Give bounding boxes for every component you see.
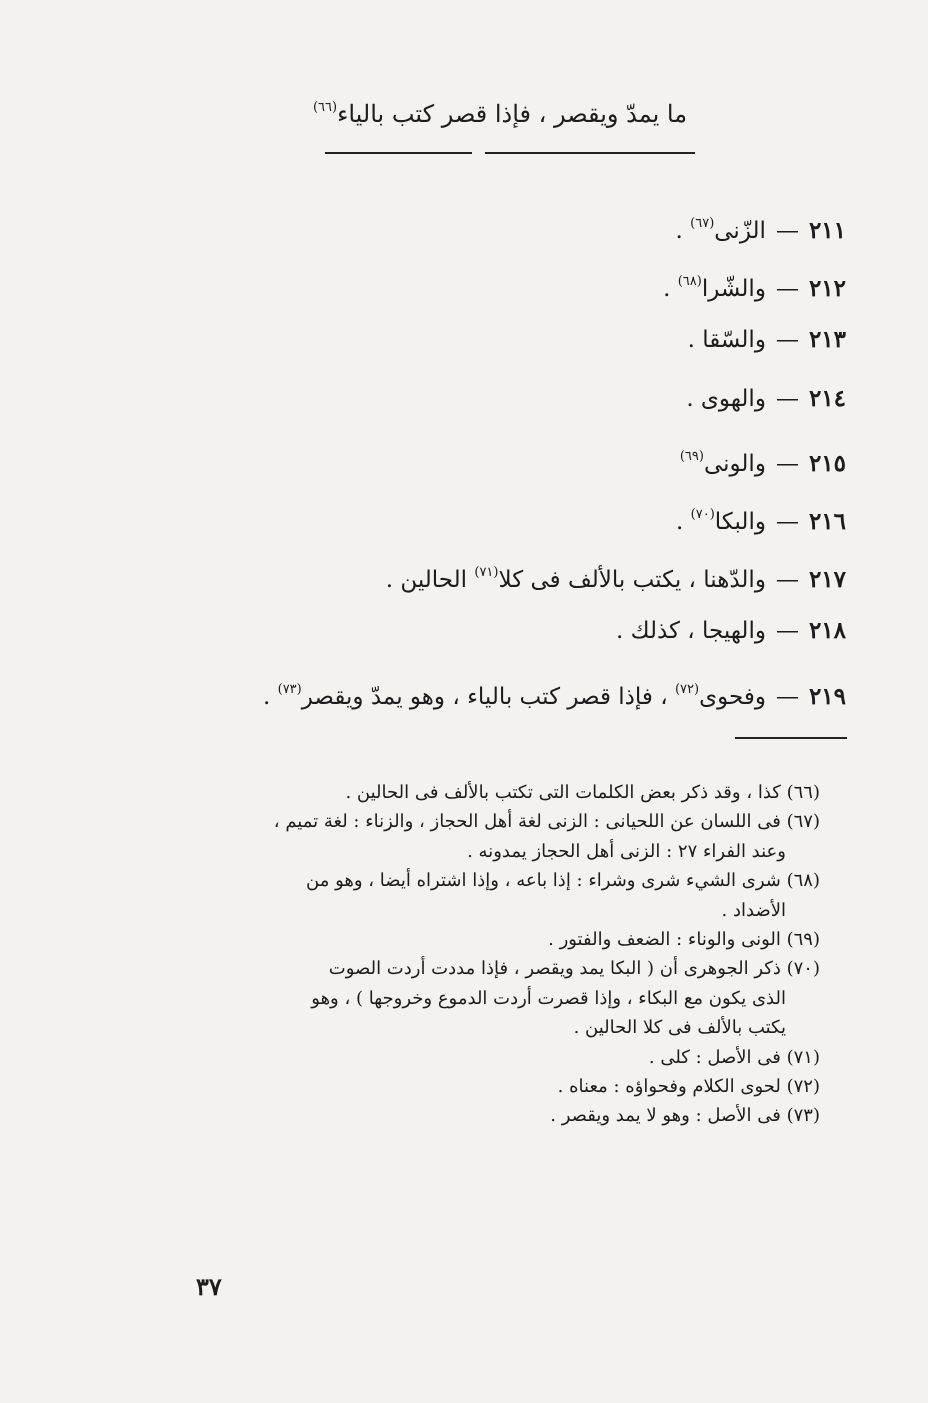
heading-underline-right: [485, 152, 695, 154]
entry-number: ٢١٧: [808, 566, 846, 594]
entry-218: ٢١٨—والهيجا ، كذلك .: [615, 617, 846, 645]
footnote-68: [180, 866, 820, 925]
footnote-69: [180, 925, 820, 954]
footnote-ref: (٦٩): [679, 448, 704, 464]
footnote-ref: (٧١): [474, 565, 499, 581]
footnote-line: (٧٣) فى الأصل : وهو لا يمد ويقصر .: [550, 1105, 820, 1127]
footnote-ref: (٦٧): [690, 216, 715, 231]
entry-number: ٢١٩: [808, 682, 846, 710]
footnote-line: الأضداد .: [721, 899, 786, 921]
footnote-ref: (٦٨): [677, 274, 702, 290]
footnotes: [180, 778, 820, 1131]
entry-list: [226, 195, 846, 719]
entry-number: ٢١٥: [808, 449, 846, 477]
entry-213: ٢١٣—والسّقا .: [687, 326, 846, 354]
entry-word: والونى: [703, 450, 766, 477]
footnote-line: (٧١) فى الأصل : كلى .: [648, 1046, 820, 1068]
entry-rest: .: [675, 218, 691, 244]
entry-rest: ، فإذا قصر كتب بالياء ، وهو يمدّ ويقصر: [301, 683, 675, 710]
entry-number: ٢١٣: [808, 326, 846, 354]
footnote-line: (٦٨) شرى الشيء شرى وشراء : إذا باعه ، وإذا اشتراه أيضا ، وهو من: [306, 870, 820, 892]
footnote-ref: (٧٣): [277, 681, 302, 697]
entry-214: ٢١٤—والهوى .: [686, 384, 846, 412]
entry-word: والشّرا: [701, 276, 766, 303]
entry-number: ٢١٢: [808, 275, 846, 303]
heading-underline-left: [325, 152, 472, 154]
entry-rest: .: [663, 276, 678, 303]
entry-number: ٢١٨: [808, 617, 846, 645]
entry-word: والهيجا ، كذلك .: [615, 618, 766, 645]
entry-number: ٢١٦: [808, 507, 846, 535]
heading-text: ما يمدّ ويقصر ، فإذا قصر كتب بالياء: [337, 100, 688, 128]
entry-215: ٢١٥—والونى$^{(٦٩)}$: [679, 448, 846, 477]
entry-word: وفحوى: [699, 683, 766, 710]
entry-word: والسّقا .: [687, 327, 766, 354]
footnote-71: [180, 1043, 820, 1072]
footnote-line: (٧٢) لحوى الكلام وفحواؤه : معناه .: [557, 1076, 820, 1098]
footnote-divider: [735, 737, 847, 739]
footnote-line: (٧٠) ذكر الجوهرى أن ( البكا يمد ويقصر ، فإذا مددت أردت الصوت: [328, 958, 820, 980]
footnote-line: (٦٩) الونى والوناء : الضعف والفتور .: [548, 929, 820, 951]
entry-rest: الحالين .: [385, 567, 475, 594]
page-heading: [300, 100, 700, 128]
footnote-72: [180, 1072, 820, 1101]
entry-number: ٢١١: [808, 217, 846, 244]
footnote-line: (٦٦) كذا ، وقد ذكر بعض الكلمات التى تكتب بالألف فى الحالين .: [345, 782, 820, 803]
entry-word: والهوى .: [686, 385, 766, 412]
entry-216: ٢١٦—والبكا$^{(٧٠)}$ .: [676, 506, 846, 535]
page-number: ٣٧: [196, 1272, 222, 1301]
footnote-line: وعند الفراء ٢٧ : الزنى أهل الحجاز يمدونه .: [467, 840, 786, 862]
footnote-ref: (٧٢): [674, 681, 700, 697]
entry-rest: .: [262, 683, 278, 710]
entry-212: ٢١٢—والشّرا$^{(٦٨)}$ .: [663, 274, 846, 303]
entry-number: ٢١٤: [808, 384, 846, 412]
footnote-73: [180, 1101, 820, 1130]
footnote-67: [180, 807, 820, 866]
footnote-line: الذى يكون مع البكاء ، وإذا قصرت أردت الدموع وخروجها ) ، وهو: [311, 987, 786, 1009]
footnote-ref: (٧٠): [690, 506, 715, 522]
entry-word: والدّهنا ، يكتب بالألف فى كلا: [498, 567, 766, 594]
entry-211: ٢١١—الزّنى$^{(٦٧)}$ .: [675, 216, 846, 244]
entry-rest: .: [676, 508, 691, 535]
footnote-70: [180, 954, 820, 1042]
entry-219: ٢١٩—وفحوى$^{(٧٢)}$ ، فإذا قصر كتب بالياء ، وهو يمدّ ويقصر$^{(٧٣)}$ .: [262, 681, 846, 710]
footnote-line: (٦٧) فى اللسان عن اللحيانى : الزنى لغة أهل الحجاز ، والزناء : لغة تميم ،: [273, 811, 820, 833]
footnote-line: يكتب بالألف فى كلا الحالين .: [573, 1017, 786, 1039]
entry-word: الزّنى: [714, 218, 766, 244]
footnote-66: [180, 778, 820, 807]
heading-footnote-ref: (٦٦): [312, 100, 338, 115]
entry-217: ٢١٧—والدّهنا ، يكتب بالألف فى كلا$^{(٧١)}$ الحالين .: [385, 565, 846, 594]
entry-word: والبكا: [714, 508, 766, 535]
